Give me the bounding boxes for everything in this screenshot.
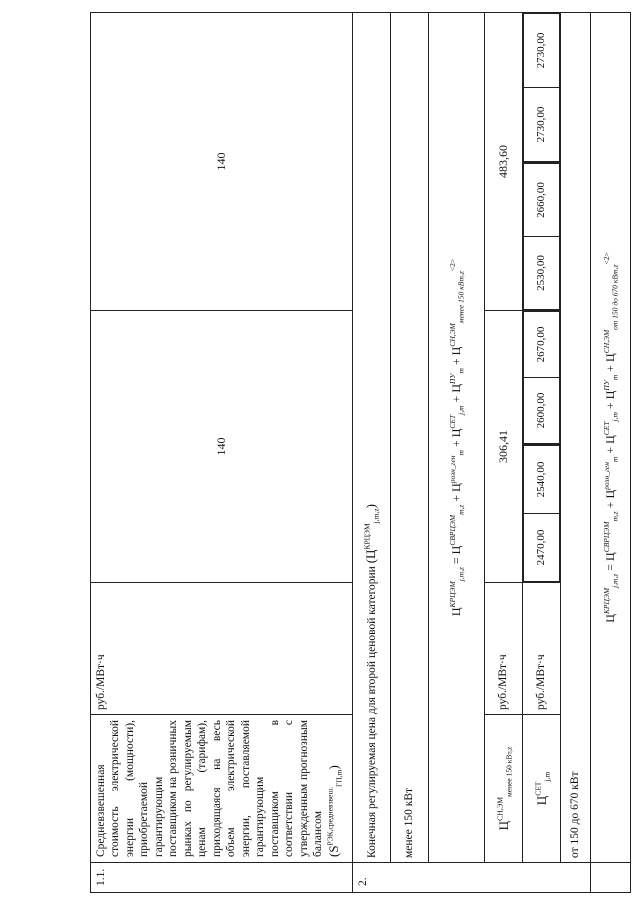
- formula-lhs: $Ц^{КРЦЭМ}_{j,m,z}$: [448, 567, 466, 617]
- sn-unit: руб./МВт·ч: [485, 583, 523, 715]
- row-1-1: [91, 13, 353, 893]
- set-value: 2730,00: [524, 14, 560, 88]
- set-symbol: $Ц^{СЕТ}_{j,m}$: [523, 715, 561, 863]
- band-label: от 150 до 670 кВт: [561, 13, 591, 863]
- set-value: 2530,00: [524, 237, 560, 310]
- row-2: [353, 13, 391, 893]
- formula-term: $Ц^{розн\_ген}_m$: [448, 450, 466, 492]
- set-value: 2670,00: [524, 312, 560, 378]
- row-unit: руб./МВт·ч: [91, 583, 353, 715]
- formula-term: $Ц^{СВРЦЭМ}_{m,z}$: [602, 511, 620, 561]
- formula-term: $Ц^{СН,ЭМ}_{менее 150 кВт,z}$: [448, 271, 466, 356]
- formula-lhs: $Ц^{КРЦЭМ}_{j,m,z}$: [602, 573, 620, 623]
- footnote-ref: <2>: [602, 252, 612, 265]
- formula-term: $Ц^{СЕТ}_{j,m}$: [602, 412, 620, 444]
- set-row: [523, 13, 561, 893]
- value-cell: 140: [91, 13, 353, 311]
- formula-term: $Ц^{СВРЦЭМ}_{m,z}$: [448, 504, 466, 555]
- footnote-ref: <2>: [448, 258, 458, 272]
- formula: $Ц^{КРЦЭМ}_{j,m,z} = Ц^{СВРЦЭМ}_{m,z} + Ц^{розн\_ген}_m + Ц^{СЕТ}_{j,m} + Ц^{ПУ}_m + Ц^{СН,ЭМ}_{от 150 до 670 кВт,z}^{<2>}$: [591, 13, 631, 863]
- sn-symbol: $Ц^{СН,ЭМ}_{менее 150 кВт,z}$: [485, 715, 523, 863]
- tariff-table: [90, 12, 631, 893]
- formula-term: $Ц^{розн\_ген}_m$: [602, 456, 620, 499]
- row-description: [91, 715, 353, 863]
- formula: $Ц^{КРЦЭМ}_{j,m,z} = Ц^{СВРЦЭМ}_{m,z} + Ц^{розн\_ген}_m + Ц^{СЕТ}_{j,m} + Ц^{ПУ}_m + Ц^{СН,ЭМ}_{менее 150 кВт,z}^{<2>}$: [429, 13, 485, 863]
- band-label-mid: [561, 13, 591, 893]
- set-value: 2470,00: [524, 514, 560, 582]
- formula-term: $Ц^{СЕТ}_{j,m}$: [448, 405, 466, 438]
- description-symbol: $(S^{РЭК,средневзвеш.}_{ГП,m})$: [325, 765, 344, 857]
- row-number: 2.: [353, 863, 591, 893]
- set-value: 2600,00: [524, 378, 560, 444]
- set-value: 2660,00: [524, 164, 560, 237]
- formula-row-low: [429, 13, 485, 893]
- band-label: менее 150 кВт: [391, 13, 429, 863]
- set-values-group: [523, 13, 561, 163]
- formula-term: $Ц^{ПУ}_m$: [448, 368, 466, 393]
- sn-row: [485, 13, 523, 893]
- row-number-empty: [591, 863, 631, 893]
- formula-row-mid: [591, 13, 631, 893]
- row-number: 1.1.: [91, 863, 353, 893]
- value-cell: 140: [91, 311, 353, 583]
- heading-symbol: $(Ц^{КРЦЭМ}_{j,m,z})$: [362, 504, 381, 564]
- section-heading: Конечная регулируемая цена для второй ценовой категории $(Ц^{КРЦЭМ}_{j,m,z})$: [353, 13, 391, 863]
- band-label-low: [391, 13, 429, 893]
- set-value: 2730,00: [524, 88, 560, 162]
- formula-term: $Ц^{СН,ЭМ}_{от 150 до 670 кВт,z}$: [602, 264, 620, 362]
- set-values-group: [523, 311, 561, 445]
- set-values-group: [523, 163, 561, 311]
- tariff-table-page: [90, 13, 630, 893]
- formula-term: $Ц^{ПУ}_m$: [602, 374, 620, 400]
- description-text: Средневзвешенная стоимость электрической энергии (мощности), приобретаемой гарантирующим поставщиком на розничных рынках по регулируемым ценам (тарифам), приходящаяся на весь объем электрической энергии, поставляемой гарантирующим поставщиком в соответствии с утвержденным прогнозным балансом: [95, 720, 325, 857]
- sn-value: 306,41: [485, 311, 523, 583]
- set-values-group: [523, 445, 561, 583]
- set-value: 2540,00: [524, 446, 560, 514]
- set-unit: руб./МВт·ч: [523, 583, 561, 715]
- sn-value: 483,60: [485, 13, 523, 311]
